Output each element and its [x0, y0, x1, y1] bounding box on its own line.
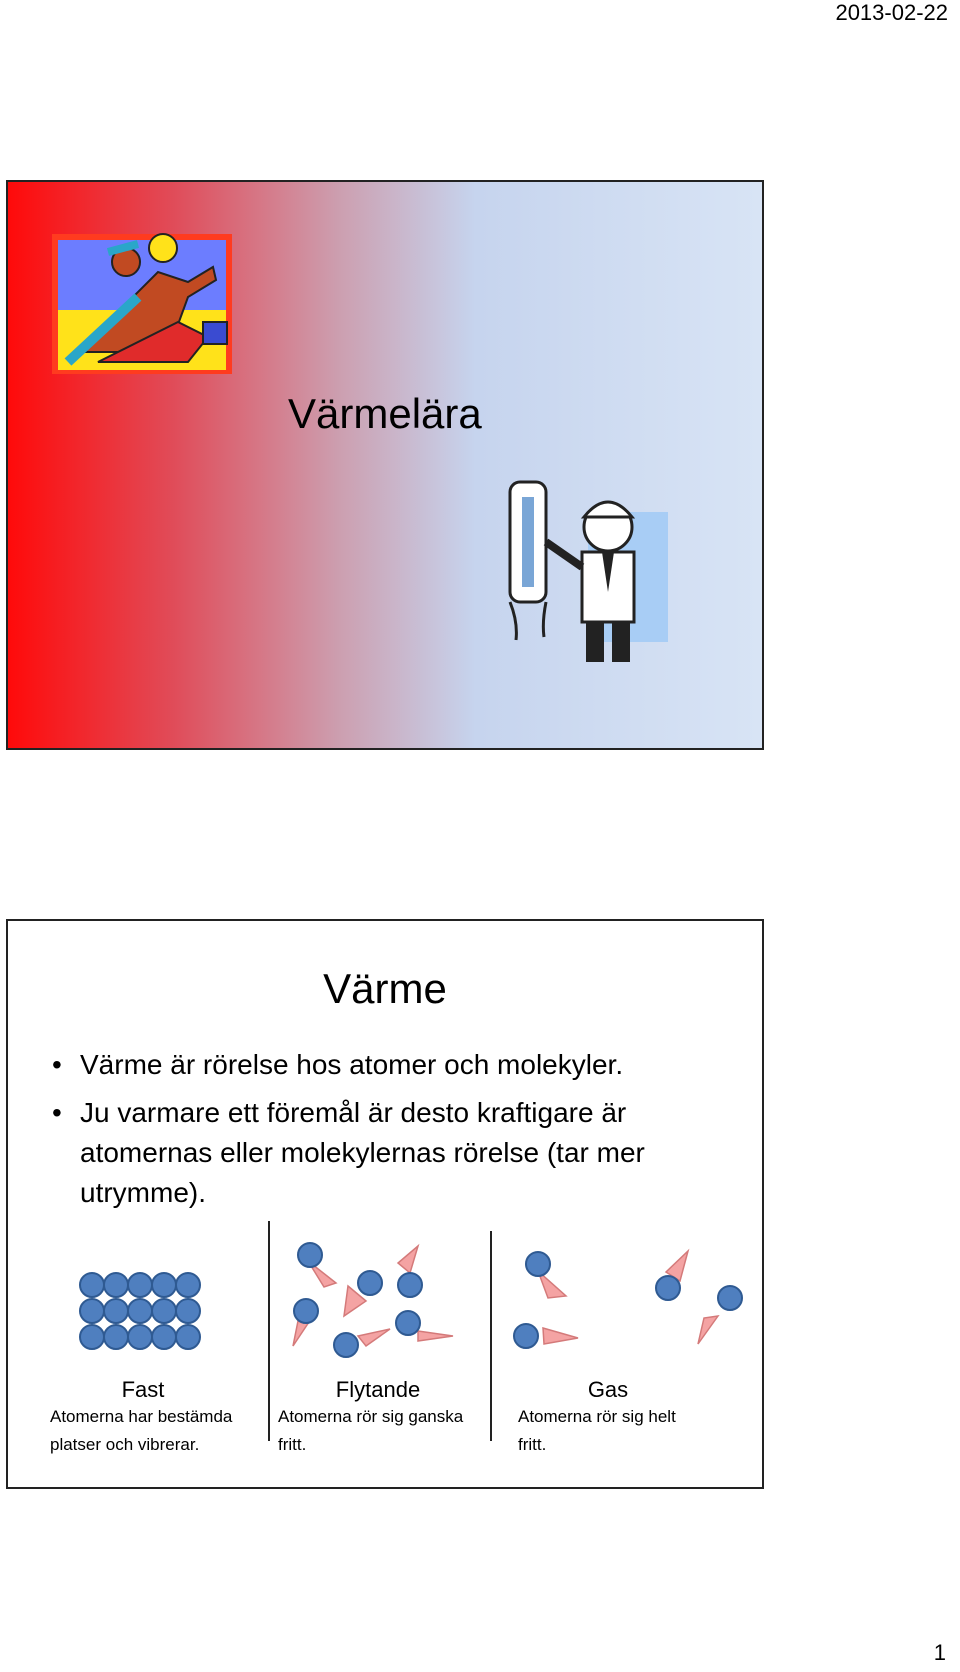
page-date: 2013-02-22 [835, 0, 948, 25]
liquid-atoms-diagram [288, 1241, 468, 1371]
bullet-item: • Ju varmare ett föremål är desto kraftigare är atomernas eller molekylernas rörelse (tar mer utrymme). [48, 1093, 748, 1213]
gas-atoms-diagram [508, 1246, 758, 1366]
states-of-matter [38, 1231, 768, 1461]
state-label-solid: Fast [121, 1377, 165, 1402]
slide-title-varmelara [6, 180, 764, 750]
sunbathing-man-clipart-icon [38, 212, 248, 387]
slide-title: Värmelära [288, 390, 482, 437]
bullet-dot-icon: • [52, 1097, 62, 1128]
state-label-gas: Gas [587, 1377, 629, 1402]
slide-title: Värme [323, 965, 447, 1012]
bullet-item: • Värme är rörelse hos atomer och molekyler. [48, 1045, 748, 1085]
cold-man-thermometer-clipart-icon [498, 472, 678, 682]
state-label-liquid: Flytande [335, 1377, 421, 1402]
state-desc-solid: Atomerna har bestämda platser och vibrerar. [50, 1407, 233, 1454]
column-divider [490, 1231, 492, 1441]
state-desc-gas: Atomerna rör sig helt fritt. [518, 1407, 676, 1454]
column-divider [268, 1221, 270, 1441]
slide-varme [6, 919, 764, 1489]
solid-atoms-diagram [78, 1271, 208, 1361]
bullet-list [48, 1045, 748, 1221]
page-number: 1 [933, 1640, 946, 1665]
bullet-dot-icon: • [52, 1049, 62, 1080]
state-desc-liquid: Atomerna rör sig ganska fritt. [278, 1407, 464, 1454]
